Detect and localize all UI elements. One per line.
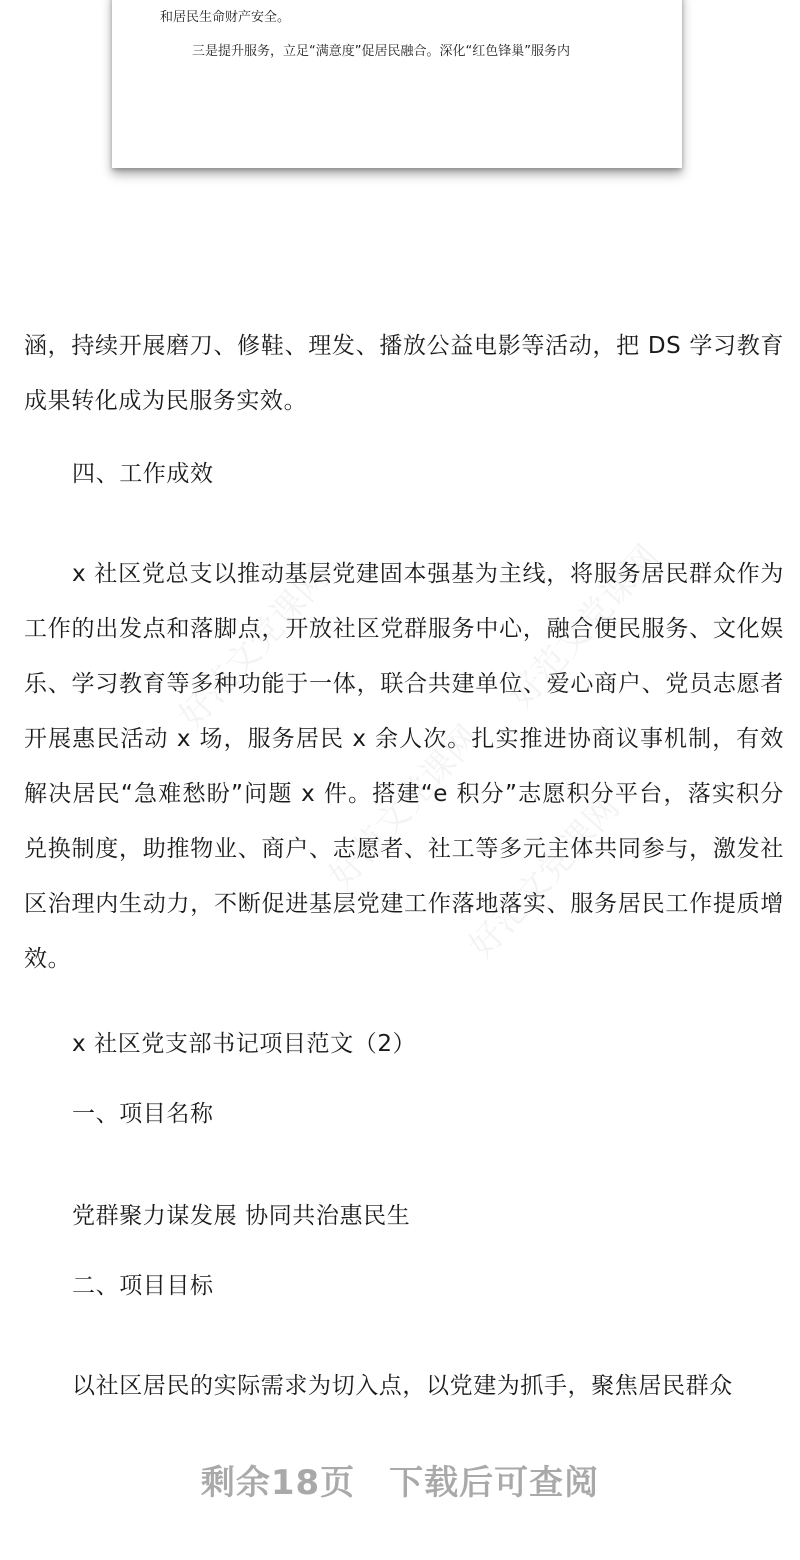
paragraph-text: x 社区党总支以推动基层党建固本强基为主线，将服务居民群众作为工作的出发点和落脚点，开放社区党群服务中心，融合便民服务、文化娱乐、学习教育等多种功能于一体，联合共建单位、爱心商户、党员志愿者开展惠民活动 x 场，服务居民 x 余人次。扎实推进协商议事机制，有效解决居民“急难愁盼”问题 x 件。搭建“e 积分”志愿积分平台，落实积分兑换制度，助推物业、商户、志愿者、社工等多元主体共同参与，激发社区治理内生动力，不断促进基层党建工作落地落实、服务居民工作提质增效。 bbox=[24, 561, 784, 972]
download-to-read-label: 下载后可查阅 bbox=[389, 1463, 600, 1503]
project-name: 党群聚力谋发展 协同共治惠民生 bbox=[72, 1203, 411, 1229]
paragraph-text: 以社区居民的实际需求为切入点，以党建为抓手，聚焦居民群众 bbox=[72, 1373, 733, 1399]
paragraph bbox=[24, 547, 784, 987]
watermark: 好范文党课网 bbox=[321, 717, 488, 897]
download-prompt[interactable] bbox=[0, 1455, 800, 1504]
remaining-pages-label: 剩余18页 bbox=[200, 1463, 356, 1503]
watermark: 好范文党课网 bbox=[461, 787, 628, 967]
preview-line: 三是提升服务，立足“满意度”促居民融合。深化“红色锋巢”服务内 bbox=[192, 44, 570, 59]
section-heading: 四、工作成效 bbox=[72, 461, 214, 487]
section-heading: 二、项目目标 bbox=[72, 1273, 214, 1299]
paragraph bbox=[72, 1359, 800, 1414]
paragraph bbox=[24, 319, 784, 429]
watermark: 好范文党课网 bbox=[171, 557, 338, 737]
preview-line: 和居民生命财产安全。 bbox=[160, 10, 291, 25]
paragraph-text: 涵，持续开展磨刀、修鞋、理发、播放公益电影等活动，把 DS 学习教育成果转化成为民服务实效。 bbox=[24, 333, 784, 414]
page-preview-card bbox=[112, 0, 682, 168]
watermark: 好范文党课网 bbox=[501, 537, 668, 717]
section-heading: 一、项目名称 bbox=[72, 1101, 214, 1127]
document-subtitle: x 社区党支部书记项目范文（2） bbox=[72, 1031, 417, 1057]
